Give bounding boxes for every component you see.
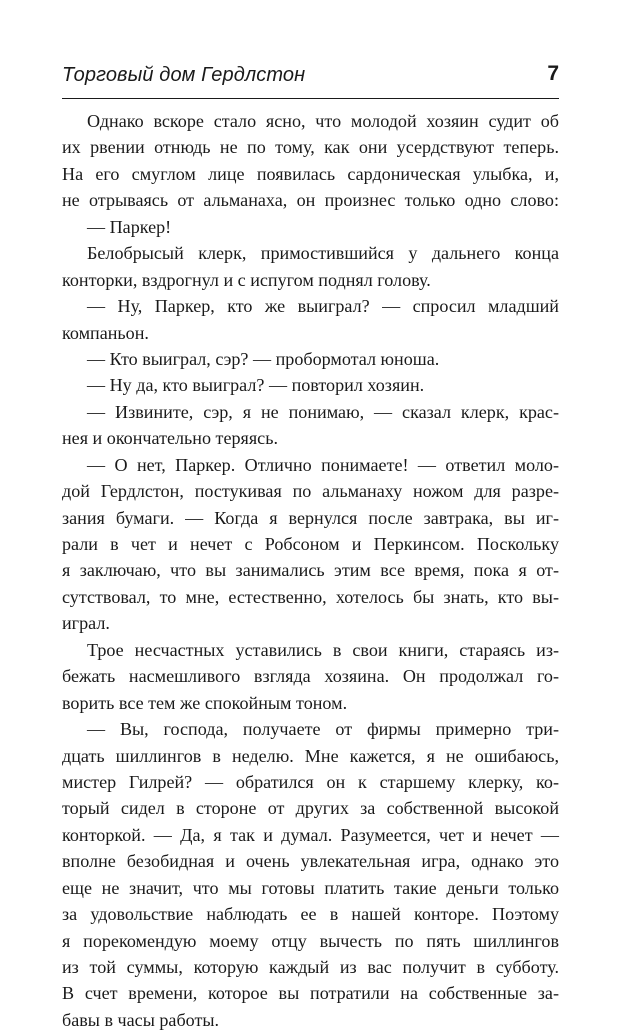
- running-title: Торговый дом Гердлстон: [62, 64, 306, 86]
- text-line: На его смуглом лице появилась сардоническая улыбка, и,: [62, 163, 559, 184]
- text-line: нея и окончательно теряясь.: [62, 428, 278, 449]
- text-line: конторки, вздрогнул и с испугом поднял голову.: [62, 269, 431, 290]
- text-line: из той суммы, которую каждый из вас получит в субботу.: [62, 957, 559, 977]
- text-line: зания бумаги. — Когда я вернулся после завтрака, вы иг-: [62, 507, 559, 528]
- page-header: [62, 62, 559, 96]
- text-line: еще не значит, что мы готовы платить такие деньги только: [62, 877, 559, 898]
- text-line: — Кто выиграл, сэр? — пробормотал юноша.: [87, 348, 440, 369]
- text-line: — О нет, Паркер. Отлично понимаете! — ответил моло-: [87, 454, 559, 475]
- text-line: Белобрысый клерк, примостившийся у дальнего конца: [87, 243, 559, 264]
- text-line: торый сидел в стороне от других за собственной высокой: [62, 798, 559, 819]
- text-line: — Ну да, кто выиграл? — повторил хозяин.: [87, 375, 425, 396]
- page-number: 7: [547, 62, 559, 85]
- text-line: — Извините, сэр, я не понимаю, — сказал клерк, крас-: [87, 401, 559, 422]
- text-line: ворить все тем же спокойным тоном.: [62, 692, 348, 713]
- text-line: компаньон.: [62, 322, 149, 343]
- text-line: рали в чет и нечет с Робсоном и Перкинсом. Поскольку: [62, 534, 559, 554]
- text-line: Однако вскоре стало ясно, что молодой хозяин судит об: [87, 111, 559, 131]
- text-line: — Паркер!: [87, 216, 172, 237]
- text-line: играл.: [62, 613, 110, 634]
- header-divider: [62, 98, 559, 99]
- text-line: — Вы, господа, получаете от фирмы примерно три-: [87, 719, 559, 740]
- text-line: сутствовал, то мне, естественно, хотелось бы знать, кто вы-: [62, 586, 559, 607]
- body-text: [62, 108, 559, 1033]
- text-line: вполне безобидная и очень увлекательная игра, однако это: [62, 851, 559, 872]
- text-line: мистер Гилрей? — обратился он к старшему клерку, ко-: [62, 771, 559, 792]
- text-line: за удовольствие наблюдать ее в нашей конторе. Поэтому: [62, 904, 559, 925]
- text-line: их рвении отнюдь не по тому, как они усердствуют теперь.: [62, 137, 559, 158]
- text-line: дой Гердлстон, постукивая по альманаху ножом для разре-: [62, 481, 559, 502]
- text-line: я заключаю, что вы занимались этим все время, пока я от-: [62, 560, 559, 581]
- text-line: бавы в часы работы.: [62, 1009, 220, 1030]
- text-line: бежать насмешливого взгляда хозяина. Он продолжал го-: [62, 666, 559, 687]
- text-line: дцать шиллингов в неделю. Мне кажется, я не ошибаюсь,: [62, 745, 559, 766]
- text-line: В счет времени, которое вы потратили на собственные за-: [62, 983, 559, 1004]
- text-line: конторкой. — Да, я так и думал. Разумеется, чет и нечет —: [62, 824, 559, 845]
- text-line: я порекомендую моему отцу вычесть по пять шиллингов: [62, 930, 559, 951]
- text-line: Трое несчастных уставились в свои книги, стараясь из-: [87, 639, 559, 660]
- text-line: — Ну, Паркер, кто же выиграл? — спросил младший: [87, 296, 559, 317]
- text-line: не отрываясь от альманаха, он произнес только одно слово:: [62, 190, 559, 211]
